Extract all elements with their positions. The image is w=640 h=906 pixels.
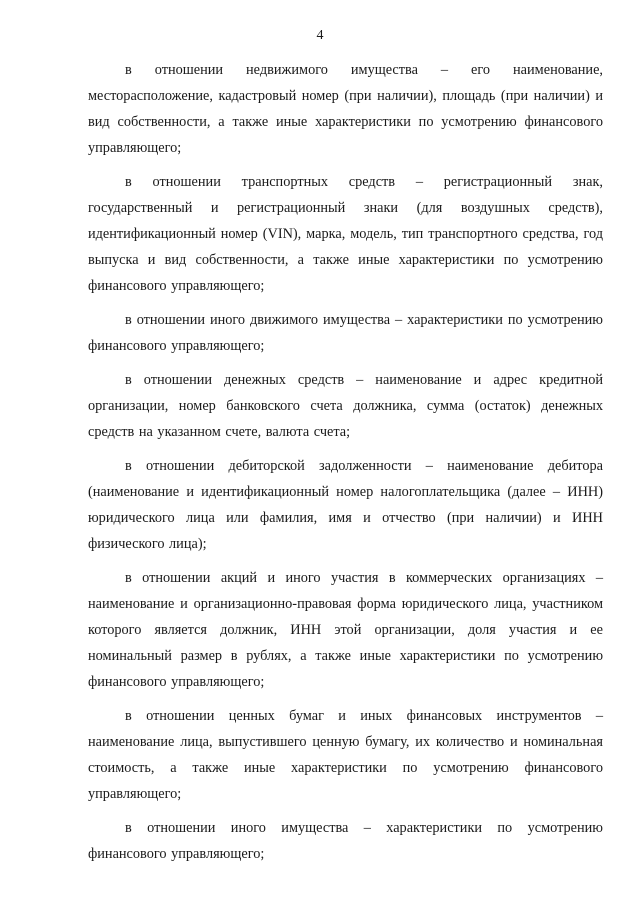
paragraph-securities: в отношении ценных бумаг и иных финансовых инструментов – наименование лица, выпустившего ценную бумагу, их количество и номинальная стоимость, а также иные характеристики по усмотрению финансового управляющего; [88,708,603,802]
paragraph-vehicles: в отношении транспортных средств – регистрационный знак, государственный и регистрационный знаки (для воздушных средств), идентификационный номер (VIN), марка, модель, тип транспортного средства, год выпуска и вид собственности, а также иные характеристики по усмотрению финансового управляющего; [88,174,603,294]
paragraph-real-estate: в отношении недвижимого имущества – его наименование, месторасположение, кадастровый номер (при наличии), площадь (при наличии) и вид собственности, а также иные характеристики по усмотрению финансового управляющего; [88,62,603,156]
paragraph-other-property: в отношении иного имущества – характеристики по усмотрению финансового управляющего; [88,820,603,862]
paragraph-receivables: в отношении дебиторской задолженности – наименование дебитора (наименование и идентификационный номер налогоплательщика (далее – ИНН) юридического лица или фамилия, имя и отчество (при наличии) и ИНН физического лица); [88,458,603,552]
paragraph-funds: в отношении денежных средств – наименование и адрес кредитной организации, номер банковского счета должника, сумма (остаток) денежных средств на указанном счете, валюта счета; [88,372,603,440]
paragraph-other-movable-property: в отношении иного движимого имущества – характеристики по усмотрению финансового управляющего; [88,312,603,354]
page-number: 4 [316,28,324,43]
document-body [88,57,603,875]
paragraph-shares: в отношении акций и иного участия в коммерческих организациях – наименование и организационно-правовая форма юридического лица, участником которого является должник, ИНН этой организации, доля участия и ее номинальный размер в рублях, а также иные характеристики по усмотрению финансового управляющего; [88,570,603,690]
